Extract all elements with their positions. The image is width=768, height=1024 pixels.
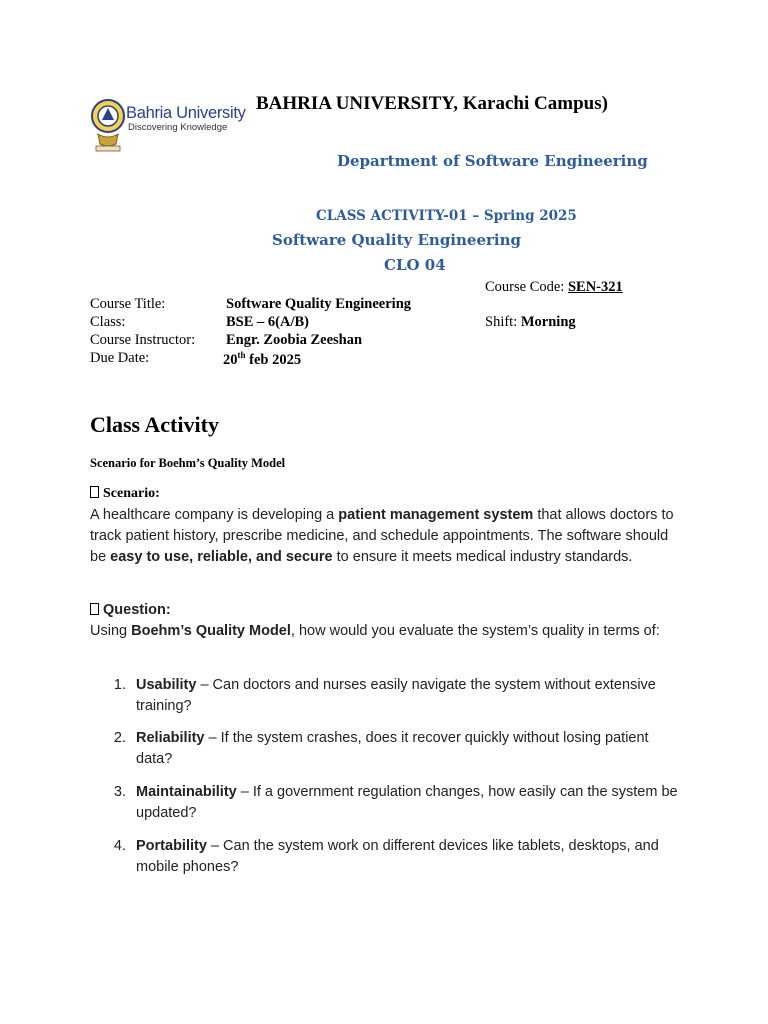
department-title: Department of Software Engineering xyxy=(337,152,648,170)
list-number: 3. xyxy=(113,784,126,800)
list-text: – Can doctors and nurses easily navigate the system without extensive training? xyxy=(136,677,656,714)
missing-glyph-icon xyxy=(90,603,99,615)
missing-glyph-icon xyxy=(90,486,99,498)
scenario-bold-2: easy to use, reliable, and secure xyxy=(110,549,333,565)
question-label xyxy=(90,600,682,621)
university-title: BAHRIA UNIVERSITY, Karachi Campus) xyxy=(256,93,608,114)
question-text-1: Using xyxy=(90,623,132,639)
question-paragraph xyxy=(90,621,682,642)
course-code xyxy=(485,279,623,296)
shift-label: Shift: xyxy=(485,314,521,330)
logo-tagline: Discovering Knowledge xyxy=(128,122,228,133)
clo-heading: CLO 04 xyxy=(384,256,446,274)
crest-icon xyxy=(90,90,126,156)
instructor-label: Course Instructor: xyxy=(90,332,196,348)
list-term: Reliability xyxy=(136,730,205,746)
scenario-text-3: to ensure it meets medical industry standards. xyxy=(332,549,633,565)
shift-value: Morning xyxy=(520,314,576,330)
question-text-2: , how would you evaluate the system’s quality in terms of: xyxy=(290,623,660,639)
due-date-day: 20 xyxy=(223,351,238,368)
scenario-text-1: A healthcare company is developing a xyxy=(90,507,339,523)
list-text: – If a government regulation changes, how easily can the system be updated? xyxy=(136,784,678,821)
question-bold-1: Boehm’s Quality Model xyxy=(131,623,291,639)
scenario-paragraph xyxy=(90,505,682,568)
activity-title: CLASS ACTIVITY-01 – Spring 2025 xyxy=(316,208,577,224)
course-code-value: SEN-321 xyxy=(567,279,623,295)
instructor-value: Engr. Zoobia Zeeshan xyxy=(226,332,363,348)
due-date-label: Due Date: xyxy=(90,350,150,366)
due-date-value xyxy=(223,350,301,369)
list-number: 2. xyxy=(113,730,126,746)
class-label: Class: xyxy=(90,314,126,330)
list-term: Usability xyxy=(136,677,197,693)
list-text: – If the system crashes, does it recover quickly without losing patient data? xyxy=(136,730,649,767)
list-term: Portability xyxy=(136,838,207,854)
logo-name: Bahria University xyxy=(126,104,246,122)
course-title-value: Software Quality Engineering xyxy=(226,296,412,312)
course-heading: Software Quality Engineering xyxy=(272,231,521,249)
question-label-text: Question: xyxy=(103,602,171,618)
shift xyxy=(485,314,576,331)
due-date-suffix: th xyxy=(237,350,246,360)
section-title: Class Activity xyxy=(90,412,219,437)
scenario-text-2: that allows doctors to track patient history, prescribe medicine, and schedule appointments. The software should be xyxy=(90,507,674,565)
list-number: 1. xyxy=(113,677,126,693)
scenario-bold-1: patient management system xyxy=(338,507,534,523)
list-term: Maintainability xyxy=(136,784,237,800)
class-value: BSE – 6(A/B) xyxy=(226,314,309,330)
university-logo xyxy=(90,90,246,156)
due-date-rest: feb 2025 xyxy=(245,351,302,368)
scenario-label xyxy=(90,486,682,502)
list-number: 4. xyxy=(113,838,126,854)
scenario-heading: Scenario for Boehm’s Quality Model xyxy=(90,456,286,470)
course-code-label: Course Code: xyxy=(485,279,568,295)
scenario-label-text: Scenario: xyxy=(103,486,160,501)
course-title-label: Course Title: xyxy=(90,296,166,312)
list-text: – Can the system work on different devices like tablets, desktops, and mobile phones? xyxy=(136,838,659,875)
